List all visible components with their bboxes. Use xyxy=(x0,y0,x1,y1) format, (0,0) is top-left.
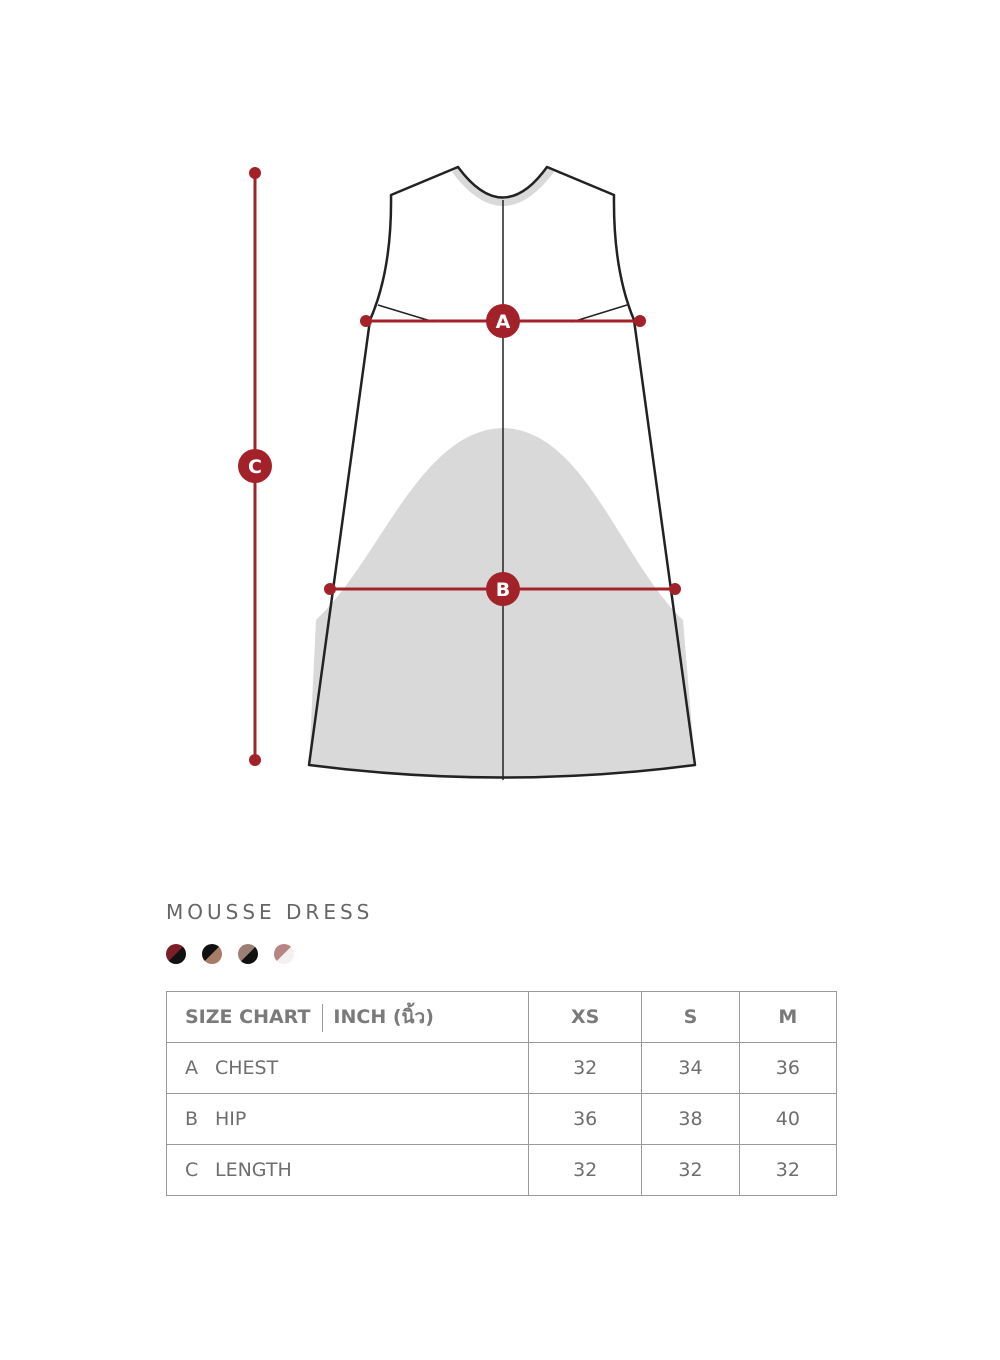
marker-c-label: C xyxy=(248,456,262,478)
hip-measure-right-dot xyxy=(669,583,681,595)
measure-value: 36 xyxy=(739,1043,836,1094)
color-swatch[interactable] xyxy=(166,944,186,964)
marker-b-label: B xyxy=(495,579,511,601)
color-swatch[interactable] xyxy=(238,944,258,964)
size-header-s: S xyxy=(642,992,739,1043)
chest-measure-left-dot xyxy=(360,315,372,327)
marker-a-label: A xyxy=(495,311,511,333)
color-swatch[interactable] xyxy=(202,944,222,964)
right-dart xyxy=(572,305,627,322)
measure-value: 40 xyxy=(739,1094,836,1145)
size-chart-unit: INCH (นิ้ว) xyxy=(333,1006,434,1028)
measure-letter: B xyxy=(185,1108,199,1130)
measure-letter: C xyxy=(185,1159,199,1181)
measure-value: 32 xyxy=(529,1043,642,1094)
measure-letter: A xyxy=(185,1057,198,1079)
header-divider xyxy=(322,1004,323,1032)
measure-value: 34 xyxy=(642,1043,739,1094)
size-chart-header-label-cell xyxy=(167,992,529,1043)
chest-measure-right-dot xyxy=(634,315,646,327)
table-row xyxy=(167,1043,837,1094)
measure-value: 32 xyxy=(739,1145,836,1196)
product-title: MOUSSE DRESS xyxy=(166,900,374,924)
measure-name: CHEST xyxy=(215,1057,279,1079)
size-header-m: M xyxy=(739,992,836,1043)
measure-label-cell xyxy=(167,1043,529,1094)
measure-value: 32 xyxy=(642,1145,739,1196)
measure-name: HIP xyxy=(215,1108,247,1130)
measure-name: LENGTH xyxy=(215,1159,292,1181)
measure-value: 32 xyxy=(529,1145,642,1196)
color-swatch[interactable] xyxy=(274,944,294,964)
size-chart-table xyxy=(166,991,837,1196)
table-row xyxy=(167,1145,837,1196)
size-chart-header-row xyxy=(167,992,837,1043)
measure-label-cell xyxy=(167,1145,529,1196)
size-chart-label: SIZE CHART xyxy=(185,1006,311,1028)
left-dart xyxy=(378,305,434,322)
measure-value: 36 xyxy=(529,1094,642,1145)
measure-label-cell xyxy=(167,1094,529,1145)
hip-measure-left-dot xyxy=(324,583,336,595)
length-measure-bottom-dot xyxy=(249,754,261,766)
table-row xyxy=(167,1094,837,1145)
size-header-xs: XS xyxy=(529,992,642,1043)
length-measure-top-dot xyxy=(249,167,261,179)
color-swatches xyxy=(166,944,294,964)
measure-value: 38 xyxy=(642,1094,739,1145)
